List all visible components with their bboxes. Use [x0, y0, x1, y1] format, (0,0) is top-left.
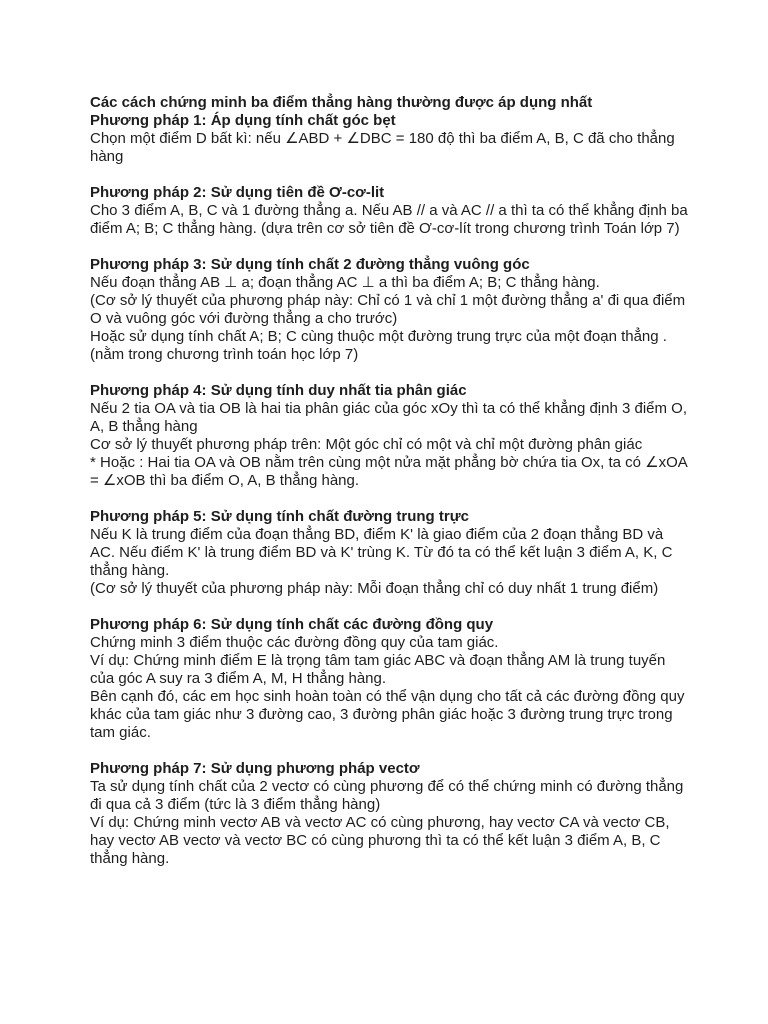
section-2 [90, 184, 690, 238]
section-heading-1: Phương pháp 1: Áp dụng tính chất góc bẹt [90, 112, 396, 129]
section-7-paragraph: Ví dụ: Chứng minh vectơ AB và vectơ AC có cùng phương, hay vectơ CA và vectơ CB, hay vectơ AB vectơ và vectơ BC có cùng phương thì ta có thể kết luận 3 điểm A, B, C thẳng hàng. [90, 814, 670, 867]
section-4-paragraph: Nếu 2 tia OA và tia OB là hai tia phân giác của góc xOy thì ta có thể khẳng định 3 điểm O, A, B thẳng hàng [90, 400, 688, 435]
section-1-paragraph: Chọn một điểm D bất kì: nếu ∠ABD + ∠DBC = 180 độ thì ba điểm A, B, C đã cho thẳng hàng [90, 130, 675, 165]
section-6 [90, 616, 690, 742]
section-heading-6: Phương pháp 6: Sử dụng tính chất các đường đồng quy [90, 616, 494, 633]
section-3-paragraph: (Cơ sở lý thuyết của phương pháp này: Chỉ có 1 và chỉ 1 một đường thẳng a' đi qua điểm O và vuông góc với đường thẳng a cho trước) [90, 292, 686, 327]
section-5-paragraph: Nếu K là trung điểm của đoạn thẳng BD, điểm K' là giao điểm của 2 đoạn thẳng BD và AC. Nếu điểm K' là trung điểm BD và K' trùng K. Từ đó ta có thể kết luận 3 điểm A, K, C thẳng hàng. [90, 526, 673, 579]
section-6-paragraph: Chứng minh 3 điểm thuộc các đường đồng quy của tam giác. [90, 634, 499, 651]
section-3-paragraph: Nếu đoạn thẳng AB ⊥ a; đoạn thẳng AC ⊥ a thì ba điểm A; B; C thẳng hàng. [90, 274, 600, 291]
intro-section [90, 94, 690, 166]
section-5-paragraph: (Cơ sở lý thuyết của phương pháp này: Mỗi đoạn thẳng chỉ có duy nhất 1 trung điểm) [90, 580, 659, 597]
section-heading-2: Phương pháp 2: Sử dụng tiên đề Ơ-cơ-lit [90, 184, 385, 201]
section-4-paragraph: Cơ sở lý thuyết phương pháp trên: Một góc chỉ có một và chỉ một đường phân giác [90, 436, 643, 453]
section-heading-7: Phương pháp 7: Sử dụng phương pháp vectơ [90, 760, 420, 777]
section-6-paragraph: Ví dụ: Chứng minh điểm E là trọng tâm tam giác ABC và đoạn thẳng AM là trung tuyến của góc A suy ra 3 điểm A, M, H thẳng hàng. [90, 652, 666, 687]
section-7 [90, 760, 690, 868]
section-6-paragraph: Bên cạnh đó, các em học sinh hoàn toàn có thể vận dụng cho tất cả các đường đồng quy khác của tam giác như 3 đường cao, 3 đường phân giác hoặc 3 đường trung trực trong tam giác. [90, 688, 685, 741]
section-7-paragraph: Ta sử dụng tính chất của 2 vectơ có cùng phương để có thể chứng minh có đường thẳng đi qua cả 3 điểm (tức là 3 điểm thẳng hàng) [90, 778, 684, 813]
document-content [90, 94, 690, 886]
section-3-paragraph: Hoặc sử dụng tính chất A; B; C cùng thuộc một đường trung trực của một đoạn thẳng . (nằm trong chương trình toán học lớp 7) [90, 328, 667, 363]
section-3 [90, 256, 690, 364]
section-2-paragraph: Cho 3 điểm A, B, C và 1 đường thẳng a. Nếu AB // a và AC // a thì ta có thể khẳng định ba điểm A; B; C thẳng hàng. (dựa trên cơ sở tiên đề Ơ-cơ-lít trong chương trình Toán lớp 7) [90, 202, 688, 237]
section-4 [90, 382, 690, 490]
section-heading-3: Phương pháp 3: Sử dụng tính chất 2 đường thẳng vuông góc [90, 256, 530, 273]
document-title: Các cách chứng minh ba điểm thẳng hàng thường được áp dụng nhất [90, 94, 593, 111]
section-heading-4: Phương pháp 4: Sử dụng tính duy nhất tia phân giác [90, 382, 467, 399]
section-4-paragraph: * Hoặc : Hai tia OA và OB nằm trên cùng một nửa mặt phẳng bờ chứa tia Ox, ta có ∠xOA = ∠xOB thì ba điểm O, A, B thẳng hàng. [90, 454, 687, 489]
section-heading-5: Phương pháp 5: Sử dụng tính chất đường trung trực [90, 508, 469, 525]
section-5 [90, 508, 690, 598]
